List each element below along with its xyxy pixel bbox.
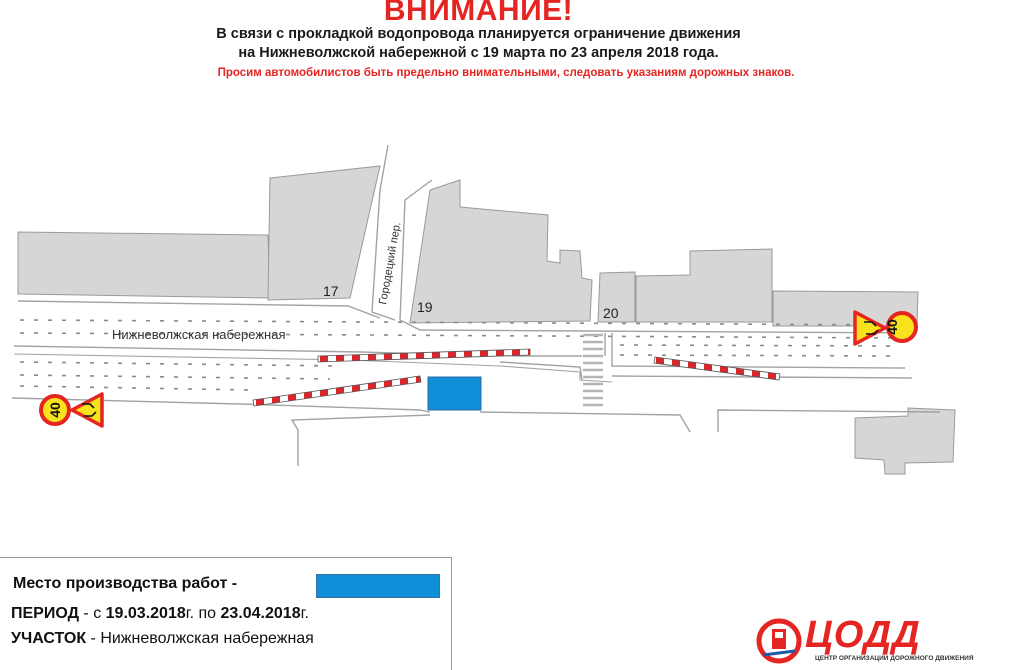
building-block-west (18, 232, 270, 298)
street-label-lane: Городецкий пер. (377, 221, 404, 306)
barrier-lower (253, 376, 421, 406)
period-to: 23.04.2018 (220, 605, 301, 622)
period-prefix: - с (78, 605, 106, 622)
logo-name: ЦОДД (805, 614, 921, 656)
period-label: ПЕРИОД (11, 605, 79, 622)
codd-emblem-icon (755, 617, 805, 667)
legend-work-zone-swatch (316, 574, 440, 598)
warning-title: ВНИМАНИЕ! (383, 0, 574, 27)
building-isolated (855, 408, 955, 474)
section-value: - Нижневолжская набережная (86, 630, 314, 647)
notice-line-2: на Нижневолжской набережной с 19 марта по 23 апреля 2018 года. (238, 45, 719, 61)
building-block-east (636, 249, 772, 322)
period-suffix: г. (300, 605, 309, 622)
period-from: 19.03.2018 (105, 605, 186, 622)
speed-value-left: 40 (47, 402, 63, 418)
barrier-upper (318, 349, 530, 362)
street-label-main: Нижневолжская набережная (112, 327, 286, 342)
work-zone (428, 377, 481, 410)
speed-limit-sign-left (41, 396, 69, 424)
building-19 (410, 180, 592, 323)
legend-box (0, 557, 452, 670)
building-number-20: 20 (603, 305, 619, 321)
building-number-19: 19 (417, 299, 433, 315)
building-17 (268, 166, 380, 300)
legend-period (11, 605, 309, 623)
logo-subtitle: ЦЕНТР ОРГАНИЗАЦИИ ДОРОЖНОГО ДВИЖЕНИЯ (815, 655, 974, 662)
legend-work-place-label: Место производства работ - (13, 575, 238, 592)
notice-line-1: В связи с прокладкой водопровода планируется ограничение движения (216, 26, 741, 42)
legend-section (11, 630, 314, 648)
lane-narrowing-sign-left (72, 394, 102, 426)
codd-logo (755, 614, 974, 670)
notice-line-3: Просим автомобилистов быть предельно внимательными, следовать указаниям дорожных знаков. (217, 67, 795, 79)
speed-value-right: 40 (884, 319, 900, 335)
building-number-17: 17 (323, 283, 339, 299)
section-label: УЧАСТОК (11, 630, 87, 647)
period-mid: г. по (185, 605, 221, 622)
